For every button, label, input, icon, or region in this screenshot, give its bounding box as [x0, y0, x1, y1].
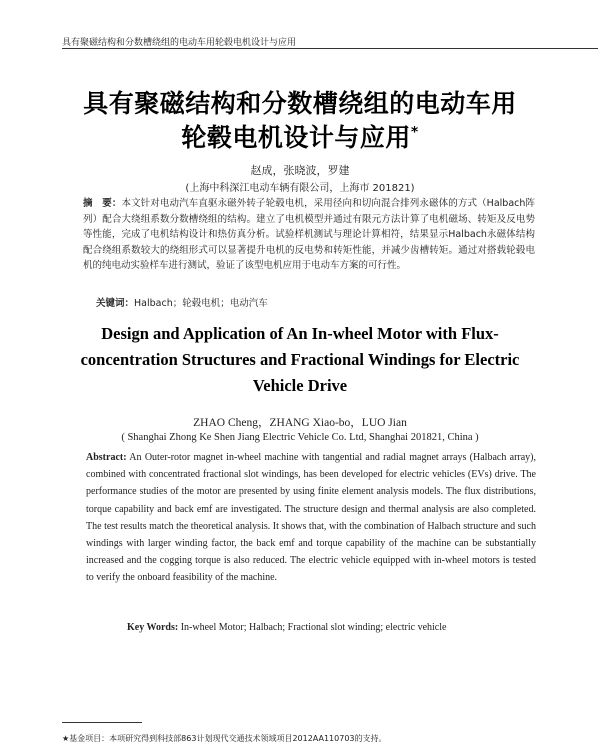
running-head: 具有聚磁结构和分数槽绕组的电动车用轮毂电机设计与应用 [62, 38, 297, 48]
funding-footnote: ★基金项目：本项研究得到科技部863计划现代交通技术领域项目2012AA110703的支持。 [62, 734, 387, 743]
abstract-en-label: Abstract: [86, 452, 127, 463]
header-rule [62, 48, 598, 49]
title-en-line2: concentration Structures and Fractional Windings for Electric [80, 350, 520, 369]
keywords-en-label: Key Words: [127, 622, 179, 633]
affiliation-cn: (上海中科深江电动车辆有限公司，上海市 201821) [185, 183, 415, 194]
title-footnote-marker: * [410, 124, 419, 141]
keywords-cn-label: 关键词： [96, 298, 135, 309]
keywords-cn-text: Halbach；轮毂电机；电动汽车 [134, 298, 268, 309]
abstract-en-text: An Outer-rotor magnet in-wheel machine with tangential and radial magnet arrays (Halbach array), combined with concentrated fractional slot windings, has been developed for electric vehicles (EVs) drive. The performance studies of the motor are presented by using finite element analysis models. The flux distributions, torque capability and back emf are investigated. The structure design and thermal analysis are also completed. The test results match the theoretical analysis. It shows that, with the combination of Halbach structure and such windings with larger winding factor, the back emf and torque capability of the machine can be substantially increased and the cogging torque is also reduced. The electric vehicle equipped with in-wheel motors is tested to verify the onboard feasibility of the machine. [86, 452, 536, 584]
abstract-cn-text: 本文针对电动汽车直驱永磁外转子轮毂电机，采用径向和切向混合排列永磁体的方式（Halbach阵列）配合大绕组系数分数槽绕组的结构。建立了电机模型并通过有限元方法计算了电机磁场、转矩及反电势等性能，完成了电机结构设计和热仿真分析。试验样机测试与理论计算相符，结果显示Halbach永磁体结构配合绕组系数较大的绕组形式可以显著提升电机的反电势和转矩性能，并减少齿槽转矩。通过对搭载轮毂电机的纯电动实验样车进行测试，验证了该型电机应用于电动车方案的可行性。 [83, 198, 535, 271]
title-cn-line1: 具有聚磁结构和分数槽绕组的电动车用 [83, 89, 517, 118]
title-cn-line2 [0, 118, 600, 154]
affiliation-en: ( Shanghai Zhong Ke Shen Jiang Electric Vehicle Co. Ltd, Shanghai 201821, China ) [121, 432, 479, 443]
abstract-cn-label: 摘 要： [83, 198, 122, 209]
keywords-cn [96, 295, 536, 309]
authors-cn: 赵成，张晓波，罗建 [250, 164, 350, 177]
title-en-line1: Design and Application of An In-wheel Motor with Flux- [101, 324, 499, 343]
title-en-line3: Vehicle Drive [252, 376, 348, 395]
abstract-en [86, 449, 536, 587]
title-cn-line2-text: 轮毂电机设计与应用 [181, 123, 411, 152]
footnote-rule [62, 722, 142, 723]
authors-en: ZHAO Cheng，ZHANG Xiao-bo，LUO Jian [193, 417, 407, 429]
abstract-cn [83, 196, 535, 274]
keywords-en-text: In-wheel Motor; Halbach; Fractional slot winding; electric vehicle [180, 622, 447, 633]
keywords-en [127, 622, 547, 633]
